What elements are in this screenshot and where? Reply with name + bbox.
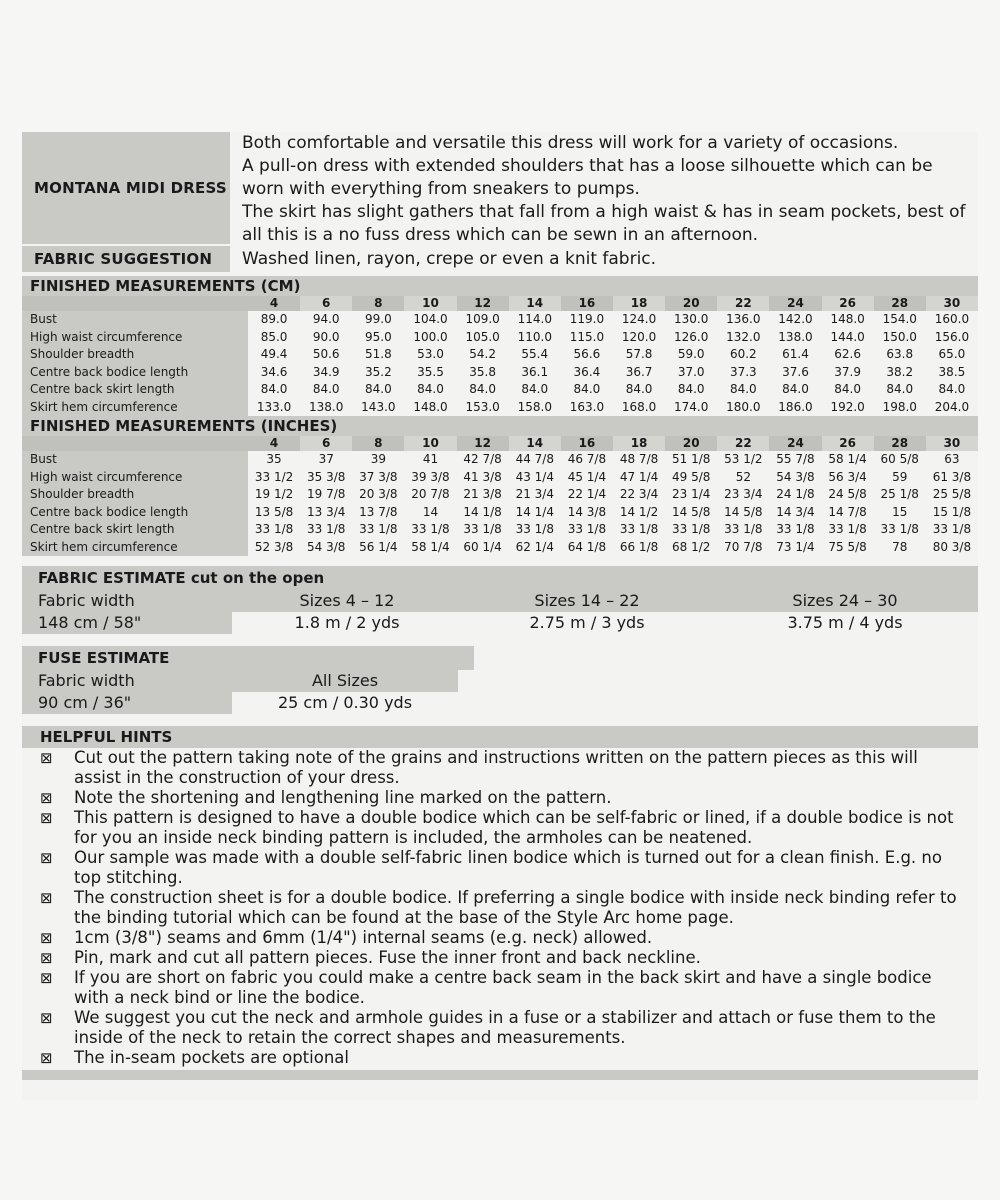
measurement-value: 37.3 (729, 364, 757, 379)
measurement-value: 47 1/4 (619, 469, 659, 484)
fabric-estimate-title: FABRIC ESTIMATE cut on the open (22, 566, 978, 590)
dress-title: MONTANA MIDI DRESS (22, 132, 230, 244)
measurement-value: 14 3/8 (567, 504, 607, 519)
measurement-value: 19 1/2 (254, 487, 294, 501)
size-header-blank (22, 296, 248, 311)
measurement-value: 90.0 (312, 329, 340, 344)
hint-text: Cut out the pattern taking note of the grains and instructions written on the pattern pieces as this will assist in the construction of your dress. (74, 748, 918, 787)
measurement-value: 132.0 (726, 329, 761, 344)
measurement-label: Centre back bodice length (22, 364, 248, 382)
measurement-value: 53.0 (417, 347, 444, 361)
measurement-value: 14 1/4 (515, 504, 554, 519)
size-group-value: 1.8 m / 2 yds (294, 613, 400, 632)
measurement-value: 80 3/8 (932, 539, 972, 554)
size-header-cell: 18 (613, 436, 665, 451)
measurement-value: 19 7/8 (307, 487, 346, 501)
measurement-value: 37.0 (677, 364, 705, 379)
measurement-value: 55.4 (521, 347, 549, 361)
inches-measurements-table (22, 436, 978, 556)
measurement-value: 44 7/8 (515, 452, 554, 466)
measurement-value: 62.6 (834, 347, 861, 361)
measurement-value: 192.0 (830, 399, 865, 414)
size-group-value: 3.75 m / 4 yds (787, 613, 903, 632)
size-header-cell: 6 (300, 436, 352, 451)
measurement-value: 84.0 (417, 382, 444, 396)
measurement-value: 84.0 (364, 382, 392, 396)
cm-table-title: FINISHED MEASUREMENTS (CM) (22, 276, 978, 296)
hint-item (22, 968, 978, 1008)
size-header-cell: 12 (457, 296, 509, 311)
measurement-value: 119.0 (569, 312, 605, 326)
measurement-value: 36.4 (573, 364, 601, 379)
hint-text: We suggest you cut the neck and armhole guides in a fuse or a stabilizer and attach or fuse them to the inside of the neck to retain the correct shapes and measurements. (74, 1008, 936, 1047)
hint-text: 1cm (3/8") seams and 6mm (1/4") internal seams (e.g. neck) allowed. (74, 928, 653, 947)
measurement-value: 126.0 (674, 329, 709, 344)
checkbox-bullet-icon: ⊠ (40, 849, 53, 867)
size-header-cell: 22 (717, 296, 769, 311)
cm-measurement-row (22, 311, 978, 329)
measurement-value: 39 (370, 452, 386, 466)
measurement-value: 34.6 (260, 364, 288, 379)
fuse-width-label: Fabric width (22, 670, 232, 692)
measurement-value: 35.2 (364, 364, 392, 379)
fuse-sizes-label: All Sizes (232, 670, 458, 692)
measurement-value: 33 1/8 (724, 522, 763, 536)
measurement-value: 174.0 (674, 399, 709, 414)
helpful-hints-list (22, 748, 978, 1068)
measurement-label: Shoulder breadth (22, 346, 248, 364)
measurement-value: 138.0 (778, 329, 813, 344)
fuse-estimate-value-row (22, 692, 978, 714)
measurement-value: 36.7 (625, 364, 653, 379)
measurement-value: 46 7/8 (567, 452, 607, 466)
inches-measurement-row (22, 451, 978, 469)
measurement-value: 59 (892, 469, 908, 484)
size-header-cell: 10 (404, 296, 456, 311)
hint-item (22, 748, 978, 788)
size-header-cell: 8 (352, 296, 404, 311)
checkbox-bullet-icon: ⊠ (40, 1009, 53, 1027)
measurement-label: Centre back skirt length (22, 381, 248, 399)
size-header-cell: 16 (561, 436, 613, 451)
inches-measurement-row (22, 504, 978, 522)
hint-item (22, 1008, 978, 1048)
size-header-cell: 30 (926, 436, 978, 451)
measurement-value: 42 7/8 (463, 452, 502, 466)
hint-item (22, 928, 978, 948)
measurement-value: 33 1/8 (411, 522, 450, 536)
size-header-cell: 16 (561, 296, 613, 311)
measurement-value: 14 7/8 (828, 504, 867, 519)
measurement-value: 58 1/4 (411, 539, 450, 554)
measurement-value: 153.0 (465, 399, 500, 414)
measurement-value: 163.0 (569, 399, 605, 414)
measurement-label: Skirt hem circumference (22, 399, 248, 417)
hint-item (22, 948, 978, 968)
measurement-value: 186.0 (778, 399, 813, 414)
measurement-value: 25 5/8 (932, 487, 972, 501)
measurement-value: 148.0 (830, 312, 865, 326)
measurement-value: 148.0 (413, 399, 448, 414)
measurement-value: 33 1/8 (671, 522, 711, 536)
size-header-cell: 22 (717, 436, 769, 451)
size-header-cell: 30 (926, 296, 978, 311)
measurement-value: 38.5 (938, 364, 966, 379)
measurement-value: 84.0 (729, 382, 757, 396)
measurement-value: 57.8 (625, 347, 653, 361)
size-header-cell: 24 (769, 436, 821, 451)
measurement-value: 70 7/8 (724, 539, 763, 554)
dress-info-block (22, 132, 978, 244)
size-header-row (22, 436, 978, 451)
inches-table-title: FINISHED MEASUREMENTS (INCHES) (22, 416, 978, 436)
measurement-value: 84.0 (938, 382, 966, 396)
measurement-value: 37 3/8 (359, 469, 398, 484)
hint-text: This pattern is designed to have a double bodice which can be self-fabric or lined, if a double bodice is not for you an inside neck binding pattern is included, the armholes can be neatened. (74, 808, 954, 847)
size-header-cell: 4 (248, 436, 300, 451)
measurement-value: 50.6 (312, 347, 340, 361)
helpful-hints-title: HELPFUL HINTS (22, 726, 978, 748)
measurement-value: 95.0 (364, 329, 392, 344)
measurement-value: 48 7/8 (619, 452, 659, 466)
size-header-cell: 18 (613, 296, 665, 311)
hint-text: The construction sheet is for a double bodice. If preferring a single bodice with inside neck binding refer to the binding tutorial which can be found at the base of the Style Arc home page. (74, 888, 957, 927)
measurement-value: 85.0 (260, 329, 288, 344)
measurement-value: 63 (944, 452, 960, 466)
measurement-value: 14 1/8 (463, 504, 502, 519)
cm-measurement-row (22, 364, 978, 382)
measurement-value: 124.0 (621, 312, 657, 326)
measurement-value: 33 1/8 (359, 522, 398, 536)
hint-text: The in-seam pockets are optional (74, 1048, 349, 1067)
measurement-value: 68 1/2 (671, 539, 711, 554)
hint-item (22, 1048, 978, 1068)
measurement-value: 84.0 (573, 382, 601, 396)
measurement-value: 13 7/8 (359, 504, 398, 519)
checkbox-bullet-icon: ⊠ (40, 749, 53, 767)
measurement-value: 35.5 (417, 364, 444, 379)
measurement-value: 14 5/8 (671, 504, 711, 519)
measurement-value: 41 (422, 452, 439, 466)
measurement-value: 84.0 (312, 382, 340, 396)
measurement-value: 36.1 (521, 364, 549, 379)
checkbox-bullet-icon: ⊠ (40, 809, 53, 827)
checkbox-bullet-icon: ⊠ (40, 889, 53, 907)
checkbox-bullet-icon: ⊠ (40, 929, 53, 947)
size-header-row (22, 296, 978, 311)
measurement-value: 53 1/2 (724, 452, 763, 466)
measurement-value: 130.0 (674, 312, 709, 326)
measurement-value: 22 3/4 (619, 487, 659, 501)
cm-measurement-row (22, 346, 978, 364)
cm-measurement-row (22, 399, 978, 417)
measurement-value: 54 3/8 (307, 539, 346, 554)
measurement-value: 168.0 (621, 399, 657, 414)
measurement-value: 84.0 (834, 382, 861, 396)
measurement-value: 61.4 (782, 347, 809, 361)
measurement-value: 136.0 (726, 312, 761, 326)
measurement-value: 133.0 (256, 399, 292, 414)
checkbox-bullet-icon: ⊠ (40, 789, 53, 807)
measurement-value: 110.0 (517, 329, 552, 344)
measurement-value: 66 1/8 (619, 539, 659, 554)
measurement-value: 34.9 (312, 364, 340, 379)
measurement-value: 33 1/8 (567, 522, 607, 536)
measurement-value: 54.2 (469, 347, 496, 361)
description-line: Both comfortable and versatile this dress will work for a variety of occasions. (242, 133, 899, 153)
measurement-value: 89.0 (260, 312, 288, 326)
measurement-value: 33 1/8 (307, 522, 346, 536)
measurement-value: 24 5/8 (828, 487, 867, 501)
hint-text: Note the shortening and lengthening line marked on the pattern. (74, 788, 612, 807)
measurement-label: Skirt hem circumference (22, 539, 248, 557)
measurement-value: 35 3/8 (307, 469, 346, 484)
description-line: The skirt has slight gathers that fall from a high waist & has in seam pockets, best of (242, 202, 966, 222)
measurement-label: Centre back bodice length (22, 504, 248, 522)
fabric-suggestion-row (22, 246, 978, 272)
fabric-estimate-header-row (22, 590, 978, 612)
measurement-value: 21 3/4 (515, 487, 554, 501)
measurement-value: 62 1/4 (515, 539, 554, 554)
measurement-value: 24 1/8 (776, 487, 815, 501)
measurement-value: 49 5/8 (671, 469, 711, 484)
size-header-cell: 20 (665, 296, 717, 311)
measurement-label: Shoulder breadth (22, 486, 248, 504)
fuse-width-value: 90 cm / 36" (22, 692, 232, 714)
measurement-value: 120.0 (621, 329, 657, 344)
dress-description (230, 132, 978, 244)
measurement-label: Centre back skirt length (22, 521, 248, 539)
size-header-blank (22, 436, 248, 451)
measurement-value: 14 1/2 (619, 504, 659, 519)
measurement-value: 33 1/8 (619, 522, 659, 536)
size-header-cell: 28 (874, 296, 926, 311)
measurement-value: 33 1/8 (254, 522, 294, 536)
measurement-label: High waist circumference (22, 469, 248, 487)
size-header-cell: 14 (509, 296, 561, 311)
measurement-value: 13 5/8 (254, 504, 294, 519)
measurement-value: 23 3/4 (724, 487, 763, 501)
measurement-value: 14 (422, 504, 439, 519)
fabric-width-label: Fabric width (22, 590, 232, 612)
measurement-value: 20 7/8 (411, 487, 450, 501)
size-group-label: Sizes 24 – 30 (712, 590, 978, 612)
measurement-value: 51 1/8 (671, 452, 711, 466)
cm-measurement-row (22, 381, 978, 399)
measurement-value: 35 (266, 452, 282, 466)
measurement-value: 33 1/8 (932, 522, 972, 536)
measurement-value: 100.0 (413, 329, 448, 344)
checkbox-bullet-icon: ⊠ (40, 969, 53, 987)
measurement-label: Bust (22, 451, 248, 469)
size-header-cell: 24 (769, 296, 821, 311)
bottom-divider (22, 1070, 978, 1080)
measurement-value: 56 3/4 (828, 469, 867, 484)
size-header-cell: 12 (457, 436, 509, 451)
measurement-value: 55 7/8 (776, 452, 815, 466)
measurement-value: 84.0 (625, 382, 653, 396)
measurement-value: 45 1/4 (567, 469, 607, 484)
measurement-value: 115.0 (569, 329, 605, 344)
measurement-value: 84.0 (782, 382, 809, 396)
size-group-value: 2.75 m / 3 yds (529, 613, 645, 632)
measurement-value: 158.0 (517, 399, 552, 414)
measurement-value: 21 3/8 (463, 487, 502, 501)
pattern-sheet (22, 132, 978, 1100)
measurement-value: 58 1/4 (828, 452, 867, 466)
measurement-value: 22 1/4 (567, 487, 607, 501)
fabric-suggestion-label: FABRIC SUGGESTION (22, 246, 230, 272)
checkbox-bullet-icon: ⊠ (40, 1049, 53, 1067)
hint-item (22, 888, 978, 928)
measurement-value: 61 3/8 (932, 469, 972, 484)
fabric-suggestion-text: Washed linen, rayon, crepe or even a knit fabric. (242, 248, 657, 269)
measurement-value: 13 3/4 (307, 504, 346, 519)
measurement-value: 138.0 (309, 399, 344, 414)
measurement-value: 33 1/8 (828, 522, 867, 536)
measurement-value: 84.0 (521, 382, 549, 396)
measurement-value: 63.8 (886, 347, 914, 361)
size-header-cell: 4 (248, 296, 300, 311)
size-header-cell: 6 (300, 296, 352, 311)
measurement-value: 73 1/4 (776, 539, 815, 554)
measurement-value: 33 1/2 (254, 469, 294, 484)
measurement-value: 105.0 (465, 329, 500, 344)
measurement-value: 33 1/8 (776, 522, 815, 536)
size-header-cell: 8 (352, 436, 404, 451)
size-group-label: Sizes 14 – 22 (462, 590, 712, 612)
measurement-value: 35.8 (469, 364, 496, 379)
measurement-value: 154.0 (882, 312, 917, 326)
measurement-value: 84.0 (886, 382, 914, 396)
measurement-value: 56.6 (573, 347, 601, 361)
measurement-value: 150.0 (882, 329, 917, 344)
measurement-value: 33 1/8 (463, 522, 502, 536)
inches-measurement-row (22, 469, 978, 487)
measurement-value: 41 3/8 (463, 469, 502, 484)
inches-measurement-row (22, 486, 978, 504)
fuse-estimate-header-row (22, 670, 978, 692)
measurement-value: 37.9 (834, 364, 861, 379)
measurement-value: 15 1/8 (932, 504, 972, 519)
description-line: A pull-on dress with extended shoulders that has a loose silhouette which can be (242, 156, 933, 176)
measurement-value: 59.0 (677, 347, 705, 361)
hint-item (22, 788, 978, 808)
size-header-cell: 26 (822, 436, 874, 451)
measurement-value: 39 3/8 (411, 469, 450, 484)
measurement-value: 104.0 (413, 312, 448, 326)
measurement-value: 60 5/8 (880, 452, 919, 466)
measurement-label: High waist circumference (22, 329, 248, 347)
measurement-value: 84.0 (469, 382, 496, 396)
fuse-estimate-title: FUSE ESTIMATE (22, 646, 474, 670)
measurement-value: 84.0 (677, 382, 705, 396)
measurement-value: 25 1/8 (880, 487, 919, 501)
cm-measurements-table (22, 296, 978, 416)
measurement-value: 84.0 (260, 382, 288, 396)
hint-item (22, 808, 978, 848)
measurement-value: 160.0 (934, 312, 970, 326)
size-header-cell: 28 (874, 436, 926, 451)
measurement-value: 142.0 (778, 312, 813, 326)
fabric-width-value: 148 cm / 58" (22, 612, 232, 634)
measurement-value: 54 3/8 (776, 469, 815, 484)
measurement-value: 143.0 (361, 399, 396, 414)
size-header-cell: 14 (509, 436, 561, 451)
measurement-value: 38.2 (886, 364, 914, 379)
measurement-value: 180.0 (726, 399, 761, 414)
measurement-value: 33 1/8 (515, 522, 554, 536)
measurement-value: 51.8 (364, 347, 392, 361)
measurement-value: 78 (892, 539, 908, 554)
measurement-value: 14 5/8 (724, 504, 763, 519)
measurement-value: 20 3/8 (359, 487, 398, 501)
measurement-value: 56 1/4 (359, 539, 398, 554)
measurement-value: 144.0 (830, 329, 865, 344)
hint-item (22, 848, 978, 888)
cm-measurement-row (22, 329, 978, 347)
measurement-value: 15 (892, 504, 908, 519)
measurement-value: 60.2 (729, 347, 757, 361)
size-group-label: Sizes 4 – 12 (232, 590, 462, 612)
checkbox-bullet-icon: ⊠ (40, 949, 53, 967)
measurement-value: 156.0 (934, 329, 970, 344)
measurement-value: 75 5/8 (828, 539, 867, 554)
hint-text: Pin, mark and cut all pattern pieces. Fuse the inner front and back neckline. (74, 948, 701, 967)
measurement-value: 109.0 (465, 312, 500, 326)
size-header-cell: 20 (665, 436, 717, 451)
measurement-value: 65.0 (938, 347, 966, 361)
hint-text: If you are short on fabric you could make a centre back seam in the back skirt and have a single bodice with a neck bind or line the bodice. (74, 968, 932, 1007)
description-line: all this is a no fuss dress which can be sewn in an afternoon. (242, 225, 759, 244)
measurement-value: 64 1/8 (567, 539, 607, 554)
description-line: worn with everything from sneakers to pumps. (242, 179, 640, 199)
measurement-value: 49.4 (260, 347, 288, 361)
measurement-value: 14 3/4 (776, 504, 815, 519)
measurement-value: 198.0 (882, 399, 917, 414)
measurement-value: 23 1/4 (671, 487, 711, 501)
hint-text: Our sample was made with a double self-fabric linen bodice which is turned out for a clean finish. E.g. no top stitching. (74, 848, 942, 887)
measurement-value: 52 3/8 (254, 539, 294, 554)
size-header-cell: 10 (404, 436, 456, 451)
measurement-value: 37 (318, 452, 334, 466)
measurement-value: 94.0 (312, 312, 340, 326)
measurement-value: 33 1/8 (880, 522, 919, 536)
measurement-value: 37.6 (782, 364, 809, 379)
inches-measurement-row (22, 539, 978, 557)
measurement-value: 60 1/4 (463, 539, 502, 554)
measurement-value: 43 1/4 (515, 469, 554, 484)
measurement-value: 52 (735, 469, 751, 484)
measurement-value: 204.0 (934, 399, 970, 414)
inches-measurement-row (22, 521, 978, 539)
fuse-sizes-value: 25 cm / 0.30 yds (277, 693, 413, 712)
measurement-value: 114.0 (517, 312, 552, 326)
measurement-value: 99.0 (364, 312, 392, 326)
size-header-cell: 26 (822, 296, 874, 311)
measurement-label: Bust (22, 311, 248, 329)
fabric-estimate-value-row (22, 612, 978, 634)
